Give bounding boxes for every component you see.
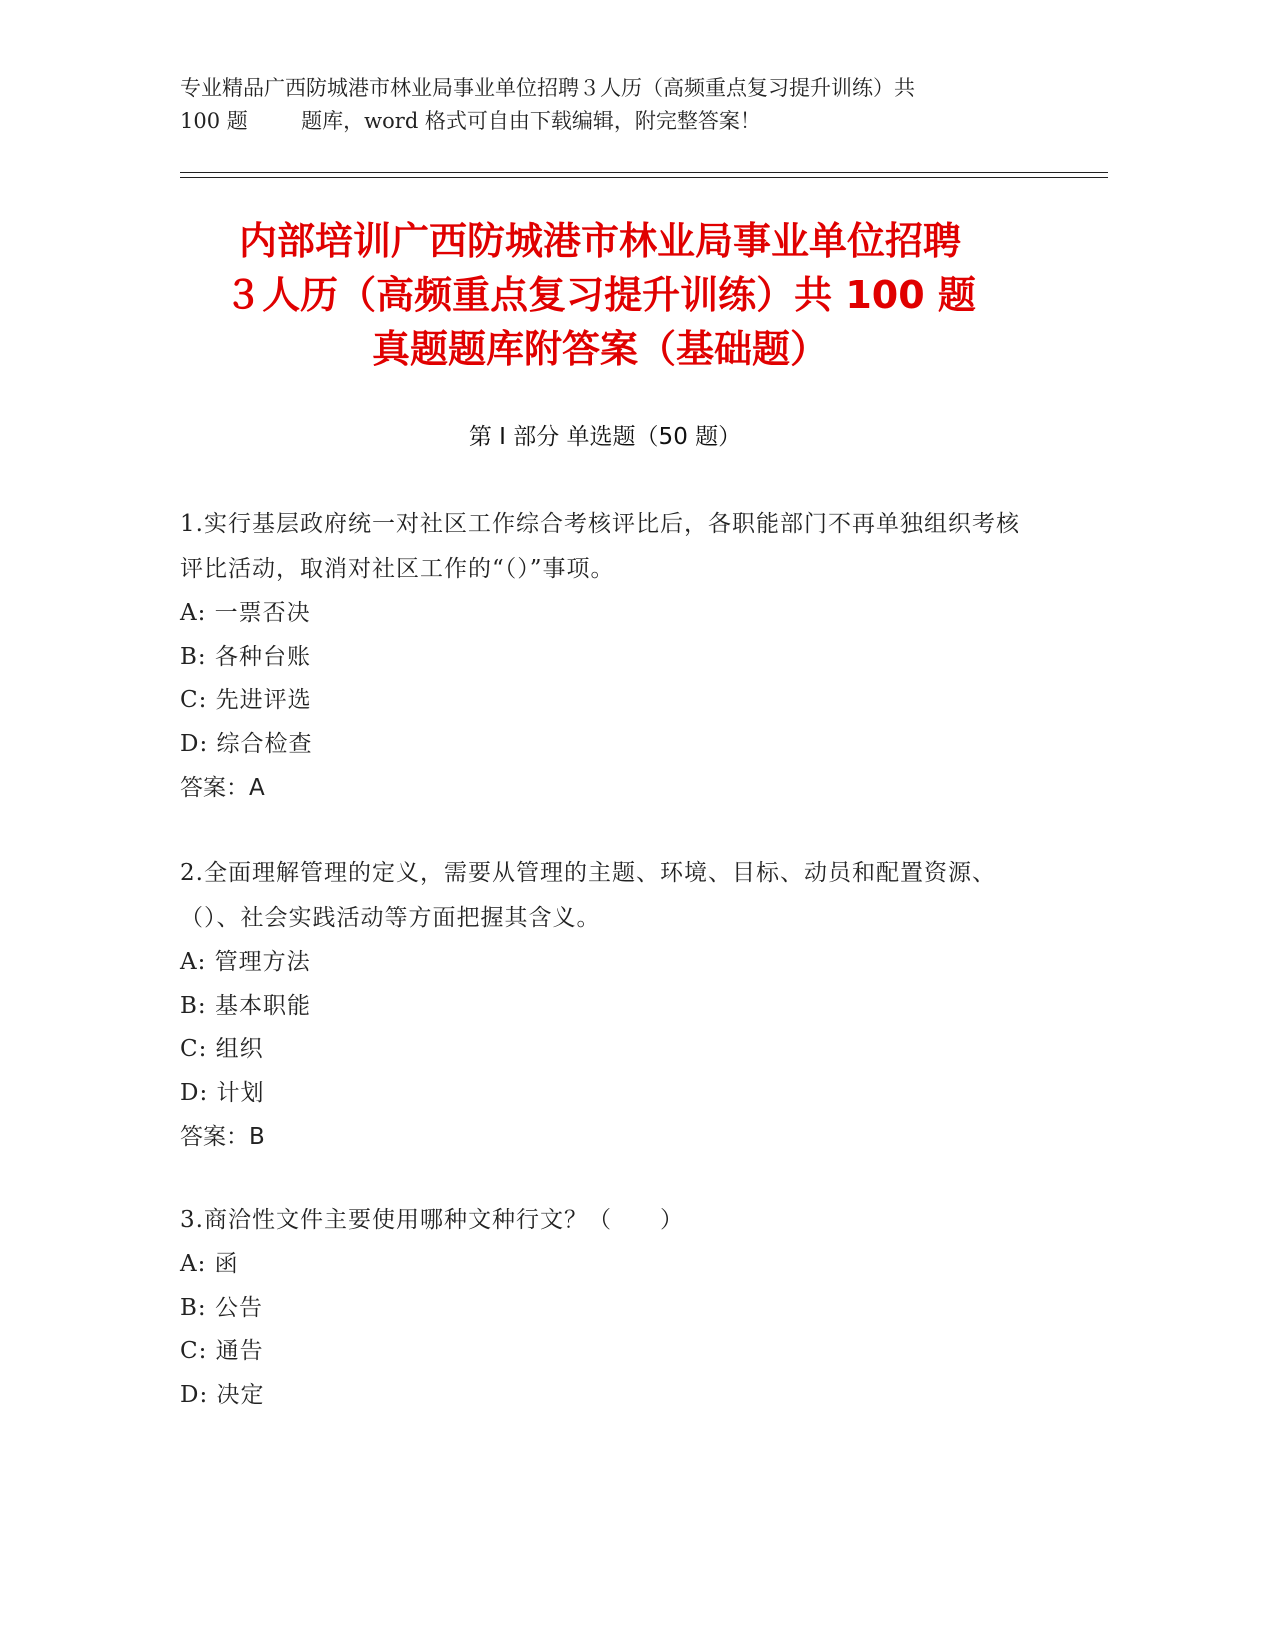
option-d: D: 综合检查 — [180, 730, 313, 757]
answer: 答案：B — [180, 1124, 265, 1150]
option-d: D: 决定 — [180, 1381, 265, 1408]
option-b: B: 各种台账 — [180, 643, 311, 670]
header-line-2: 100 题 题库，word 格式可自由下载编辑，附完整答案！ — [180, 109, 761, 133]
option-a: A: 一票否决 — [180, 600, 311, 626]
header-divider-bottom — [180, 177, 1108, 178]
question-stem: 3.商洽性文件主要使用哪种文种行文？（ ） — [180, 1207, 684, 1233]
option-d: D: 计划 — [180, 1079, 265, 1106]
title-line-3: 真题题库附答案（基础题） — [371, 327, 828, 371]
option-a: A: 管理方法 — [180, 949, 311, 975]
option-b: B: 公告 — [180, 1294, 263, 1321]
document-title — [160, 214, 1040, 376]
option-c: C: 通告 — [180, 1338, 264, 1364]
option-c: C: 组织 — [180, 1036, 264, 1062]
answer: 答案：A — [180, 775, 265, 801]
question-3 — [180, 1198, 1030, 1417]
document-header — [180, 72, 1020, 138]
question-1 — [180, 502, 1030, 811]
title-line-1: 内部培训广西防城港市林业局事业单位招聘 — [238, 219, 961, 263]
question-stem: 2.全面理解管理的定义，需要从管理的主题、环境、目标、动员和配置资源、（）、社会实践活动等方面把握其含义。 — [180, 860, 996, 931]
section-heading: 第 I 部分 单选题（50 题） — [468, 424, 742, 450]
question-2 — [180, 851, 1030, 1160]
question-stem: 1.实行基层政府统一对社区工作综合考核评比后，各职能部门不再单独组织考核评比活动，取消对社区工作的“（）”事项。 — [180, 511, 1020, 582]
header-divider-top — [180, 172, 1108, 173]
header-line-1: 专业精品广西防城港市林业局事业单位招聘３人历（高频重点复习提升训练）共 — [180, 76, 915, 100]
title-line-2: ３人历（高频重点复习提升训练）共 100 题 — [224, 273, 976, 317]
option-a: A: 函 — [180, 1251, 239, 1277]
option-b: B: 基本职能 — [180, 992, 311, 1019]
option-c: C: 先进评选 — [180, 687, 312, 713]
